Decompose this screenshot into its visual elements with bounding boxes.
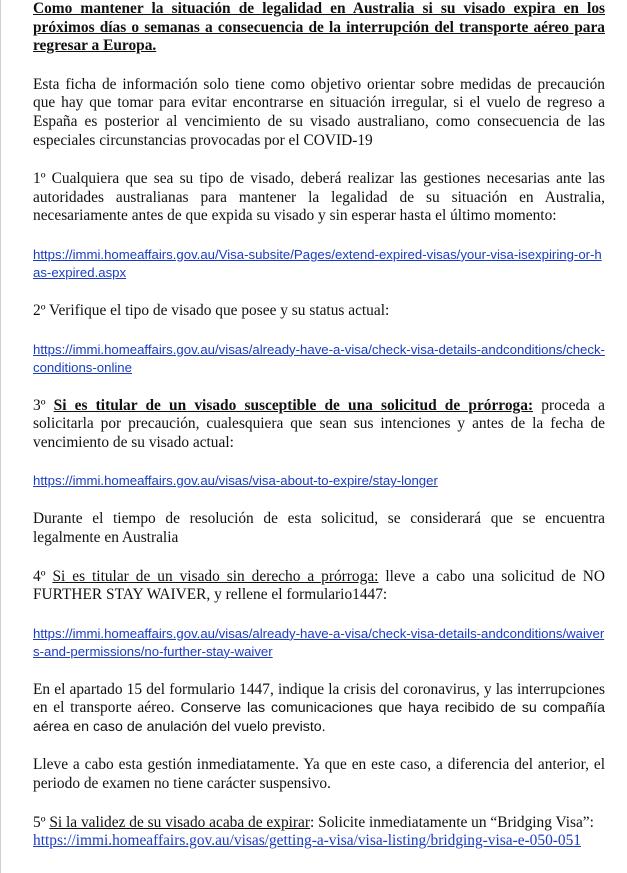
document-body [33, 0, 605, 851]
document-title: Como mantener la situación de legalidad en Australia si su visado expira en los próximos días o semanas a consecuencia de la interrupción del transporte aéreo para regresar a Europa. [33, 0, 605, 55]
step3-note: Durante el tiempo de resolución de esta solicitud, se considerará que se encuentra legalmente en Australia [33, 510, 605, 546]
step3-highlight: Si es titular de un visado susceptible de una solicitud de prórroga: [53, 396, 534, 414]
step3-text: proceda a solicitarla por precaución, cualesquiera que sean sus intenciones y antes de la fecha de vencimiento de su visado actual: [33, 396, 605, 451]
step5-paragraph [33, 814, 605, 851]
step4-note-1b: Conserve las comunicaciones que haya recibido de su compañía aérea en caso de anulación del vuelo previsto. [33, 700, 605, 735]
page-edge-rule [0, 0, 1, 873]
step4-note-1a: En el apartado 15 del formulario 1447, indique la crisis del coronavirus, y las interrupciones en el transporte aéreo. [33, 680, 605, 717]
step5-number: 5º [33, 813, 46, 831]
step3-paragraph [33, 397, 605, 453]
step2-link[interactable]: https://immi.homeaffairs.gov.au/visas/already-have-a-visa/check-visa-details-andconditions/check-conditions-online [33, 341, 605, 375]
step1-link[interactable]: https://immi.homeaffairs.gov.au/Visa-subsite/Pages/extend-expired-visas/your-visa-isexpiring-or-has-expired.aspx [33, 246, 602, 280]
step1-paragraph: 1º Cualquiera que sea su tipo de visado, deberá realizar las gestiones necesarias ante las autoridades australianas para mantener la legalidad de su situación en Australia, necesariamente antes de que expida su visado y sin esperar hasta el último momento: [33, 170, 605, 225]
step4-note-1 [33, 681, 605, 737]
step4-note-2: Lleve a cabo esta gestión inmediatamente. Ya que en este caso, a diferencia del anterior, el periodo de examen no tiene carácter suspensivo. [33, 756, 605, 793]
step2-paragraph: 2º Verifique el tipo de visado que posee y su status actual: [33, 301, 390, 319]
step4-paragraph [33, 568, 605, 605]
step4-link[interactable]: https://immi.homeaffairs.gov.au/visas/already-have-a-visa/check-visa-details-andconditions/waivers-and-permissions/no-further-stay-waiver [33, 625, 605, 659]
step4-number: 4º [33, 567, 46, 585]
step5-highlight: Si la validez de su visado acaba de expirar [49, 813, 311, 831]
intro-paragraph: Esta ficha de información solo tiene como objetivo orientar sobre medidas de precaución que hay que tomar para evitar encontrarse en situación irregular, si el vuelo de regreso a España es posterior al vencimiento de su visado australiano, como consecuencia de las especiales circunstancias provocadas por el COVID-19 [33, 75, 605, 149]
step3-number: 3º [33, 396, 46, 414]
step3-link[interactable]: https://immi.homeaffairs.gov.au/visas/visa-about-to-expire/stay-longer [33, 473, 438, 489]
step4-highlight: Si es titular de un visado sin derecho a prórroga: [52, 567, 379, 585]
step5-link[interactable]: https://immi.homeaffairs.gov.au/visas/getting-a-visa/visa-listing/bridging-visa-e-050-051 [33, 832, 581, 850]
step4-text: lleve a cabo una solicitud de NO FURTHER STAY WAIVER, y rellene el formulario1447: [33, 567, 605, 604]
step5-text: : Solicite inmediatamente un “Bridging Visa”: [310, 813, 594, 831]
